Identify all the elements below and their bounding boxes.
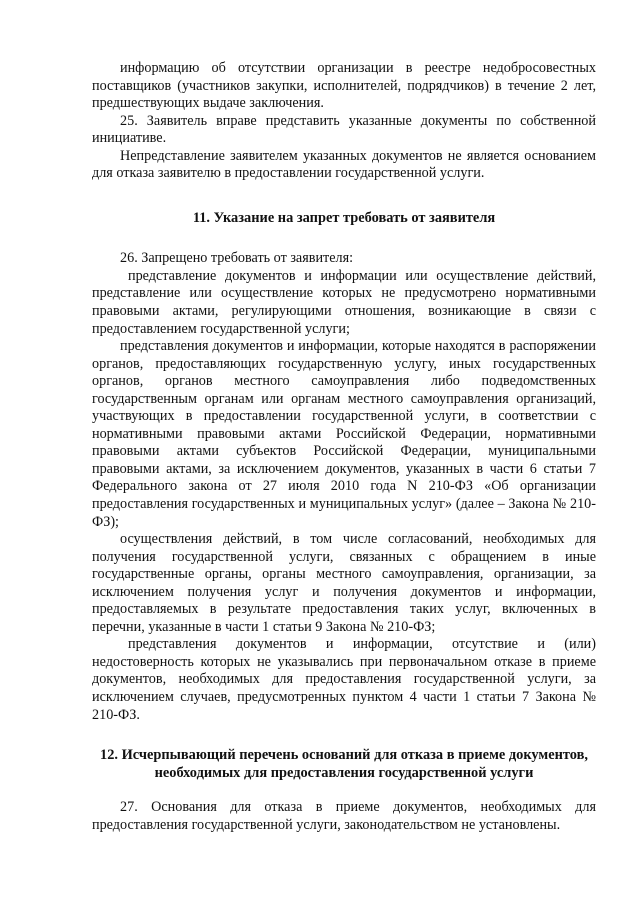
spacer — [92, 724, 596, 747]
paragraph-26-item-2: представления документов и информации, которые находятся в распоряжении органов, предоставляющих государственную услугу, иных государственных органов, органов местного самоуправления либо подведомственных государственным органам или органам местного самоуправления организаций, участвующих в предоставлении государственной услуги, в соответствии с нормативными правовыми актами Российской Федерации, нормативными правовыми актами субъектов Российской Федерации, муниципальными правовыми актами, за исключением документов, указанных в части 6 статьи 7 Федерального закона от 27 июля 2010 года N 210-ФЗ «Об организации предоставления государственных и муниципальных услуг» (далее – Закона № 210-ФЗ); — [92, 338, 596, 530]
paragraph-26-item-3: осуществления действий, в том числе согласований, необходимых для получения государственной услуги, связанных с обращением в иные государственные органы, органы местного самоуправления, организации, за исключением получения услуг и получения документов и информации, предоставляемых в результате предоставления таких услуг, включенных в перечни, указанные в части 1 статьи 9 Закона № 210-ФЗ; — [92, 531, 596, 635]
paragraph-26: 26. Запрещено требовать от заявителя: — [120, 250, 354, 267]
section-11-heading: 11. Указание на запрет требовать от заявителя — [192, 209, 496, 226]
document-page — [92, 60, 596, 834]
paragraph-26-item-4: представления документов и информации, отсутствие и (или) недостоверность которых не указывались при первоначальном отказе в приеме документов, необходимых для предоставления государственной услуги, за исключением случаев, предусмотренных пунктом 4 части 1 статьи 7 Закона № 210-ФЗ. — [92, 636, 596, 723]
paragraph-reestr: информацию об отсутствии организации в реестре недобросовестных поставщиков (участников закупки, исполнителей, подрядчиков) в течение 2 лет, предшествующих выдаче заключения. — [92, 60, 596, 112]
paragraph-26-item-1: представление документов и информации или осуществление действий, представление или осуществление которых не предусмотрено нормативными правовыми актами, регулирующими отношения, возникающие в связи с предоставлением государственной услуги; — [92, 267, 596, 337]
paragraph-25: 25. Заявитель вправе представить указанные документы по собственной инициативе. — [92, 112, 596, 147]
spacer — [92, 227, 596, 250]
section-12-heading: 12. Исчерпывающий перечень оснований для отказа в приеме документов, необходимых для предоставления государственной услуги — [100, 747, 588, 781]
paragraph-27: 27. Основания для отказа в приеме документов, необходимых для предоставления государственной услуги, законодательством не установлены. — [92, 799, 596, 833]
spacer — [92, 183, 596, 210]
paragraph-nepredstavlenie: Непредставление заявителем указанных документов не является основанием для отказа заявителю в предоставлении государственной услуги. — [92, 147, 596, 182]
spacer — [92, 782, 596, 799]
